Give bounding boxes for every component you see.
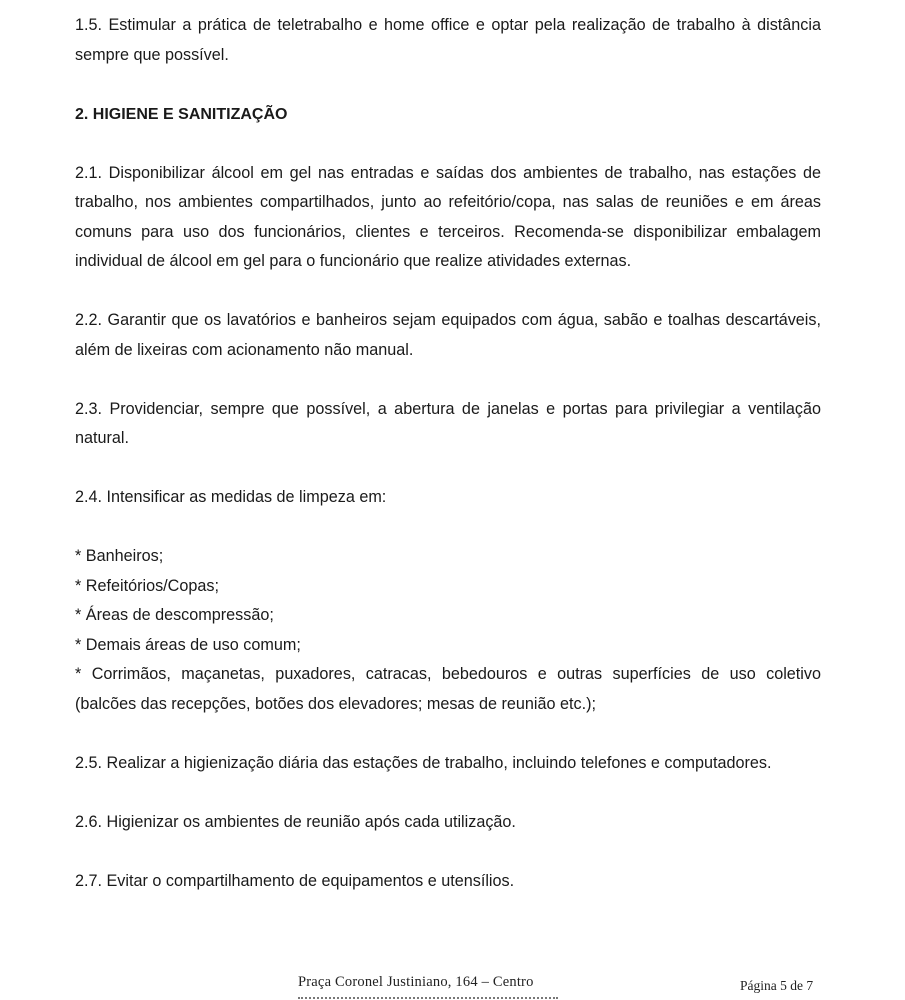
paragraph-1-5: 1.5. Estimular a prática de teletrabalho e home office e optar pela realização de trabalho à distância sempre que possível. bbox=[75, 16, 821, 64]
document-body bbox=[75, 11, 821, 896]
spacer bbox=[75, 513, 821, 543]
list-item: * Refeitórios/Copas; bbox=[75, 576, 219, 595]
spacer bbox=[75, 129, 821, 159]
paragraph-2-4: 2.4. Intensificar as medidas de limpeza em: bbox=[75, 488, 387, 506]
list-item: * Áreas de descompressão; bbox=[75, 606, 274, 624]
paragraph-2-7: 2.7. Evitar o compartilhamento de equipamentos e utensílios. bbox=[75, 871, 515, 890]
paragraph-2-5: 2.5. Realizar a higienização diária das estações de trabalho, incluindo telefones e computadores. bbox=[75, 753, 772, 772]
footer-address: Praça Coronel Justiniano, 164 – Centro bbox=[298, 974, 534, 990]
list-item: * Banheiros; bbox=[75, 547, 164, 565]
spacer bbox=[75, 778, 821, 808]
paragraph-2-1: 2.1. Disponibilizar álcool em gel nas entradas e saídas dos ambientes de trabalho, nas estações de trabalho, nos ambientes compartilhados, junto ao refeitório/copa, nas salas de reuniões e em áreas comuns para uso dos funcionários, clientes e terceiros. Recomenda-se disponibilizar embalagem individual de álcool em gel para o funcionário que realize atividades externas. bbox=[75, 163, 821, 270]
page-footer bbox=[0, 974, 905, 1000]
spacer bbox=[75, 719, 821, 749]
paragraph-2-2: 2.2. Garantir que os lavatórios e banheiros sejam equipados com água, sabão e toalhas descartáveis, além de lixeiras com acionamento não manual. bbox=[75, 311, 821, 359]
spacer bbox=[75, 70, 821, 100]
spacer bbox=[75, 454, 821, 484]
spacer bbox=[75, 365, 821, 395]
cut-off-footer-line bbox=[298, 994, 558, 1000]
section-heading-2: 2. HIGIENE E SANITIZAÇÃO bbox=[75, 105, 288, 123]
page-number: Página 5 de 7 bbox=[740, 978, 814, 993]
paragraph-2-3: 2.3. Providenciar, sempre que possível, a abertura de janelas e portas para privilegiar a ventilação natural. bbox=[75, 399, 821, 447]
spacer bbox=[75, 837, 821, 867]
list-item: * Demais áreas de uso comum; bbox=[75, 635, 301, 654]
cleaning-areas-list bbox=[75, 542, 821, 719]
spacer bbox=[75, 277, 821, 307]
paragraph-2-6: 2.6. Higienizar os ambientes de reunião após cada utilização. bbox=[75, 812, 516, 831]
list-item: * Corrimãos, maçanetas, puxadores, catracas, bebedouros e outras superfícies de uso coletivo (balcões das recepções, botões dos elevadores; mesas de reunião etc.); bbox=[75, 665, 821, 713]
